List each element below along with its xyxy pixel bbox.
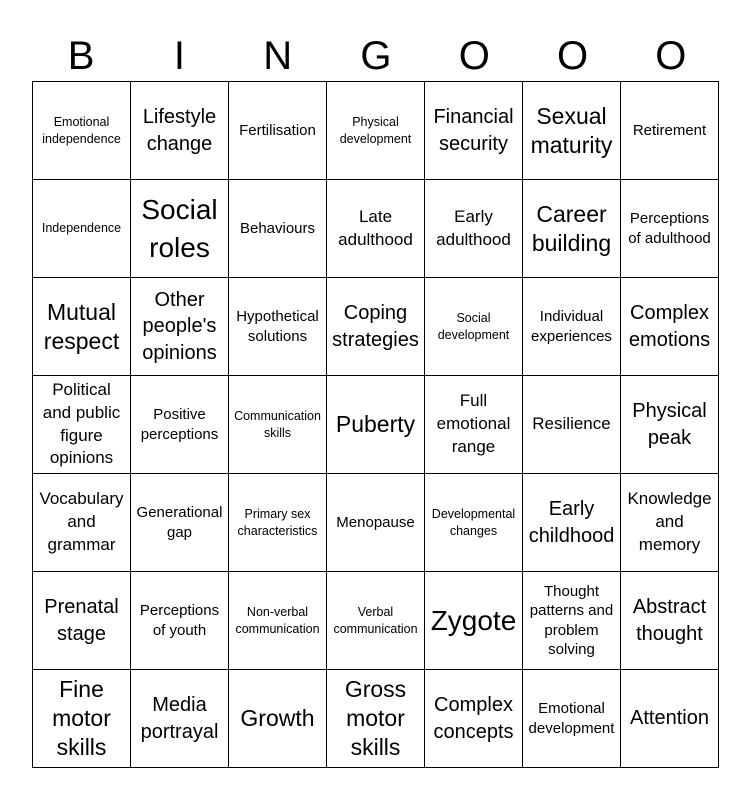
bingo-grid xyxy=(32,81,719,768)
bingo-cell[interactable] xyxy=(621,474,719,572)
header-letter-3: N xyxy=(263,34,293,78)
cell-label: Fine motor skills xyxy=(52,676,111,760)
cell-label: Abstract thought xyxy=(632,596,707,645)
cell-label: Late adulthood xyxy=(338,206,413,249)
cell-label: Gross motor skills xyxy=(344,676,407,760)
bingo-cell[interactable] xyxy=(33,572,131,670)
bingo-cell[interactable] xyxy=(425,670,523,768)
header-letter-7: O xyxy=(655,34,687,78)
cell-label: Social development xyxy=(437,311,510,342)
bingo-cell[interactable] xyxy=(131,82,229,180)
cell-label: Generational gap xyxy=(136,504,223,541)
header-letter-1: B xyxy=(67,34,95,78)
bingo-cell[interactable] xyxy=(425,474,523,572)
cell-label: Sexual maturity xyxy=(530,102,613,158)
bingo-cell[interactable] xyxy=(229,376,327,474)
bingo-cell[interactable] xyxy=(621,180,719,278)
bingo-cell[interactable] xyxy=(131,180,229,278)
cell-label: Complex emotions xyxy=(628,302,711,351)
cell-label: Independence xyxy=(41,221,122,236)
bingo-cell[interactable] xyxy=(131,670,229,768)
cell-label: Mutual respect xyxy=(43,298,120,354)
cell-label: Other people's opinions xyxy=(142,288,217,364)
bingo-cell[interactable] xyxy=(33,376,131,474)
bingo-cell[interactable] xyxy=(229,278,327,376)
cell-label: Lifestyle change xyxy=(142,106,217,155)
bingo-cell[interactable] xyxy=(621,572,719,670)
cell-label: Vocabulary and grammar xyxy=(39,489,124,554)
bingo-cell[interactable] xyxy=(131,474,229,572)
bingo-cell[interactable] xyxy=(425,376,523,474)
bingo-cell[interactable] xyxy=(425,278,523,376)
cell-label: Emotional development xyxy=(528,700,615,737)
cell-label: Growth xyxy=(240,705,315,732)
cell-label: Knowledge and memory xyxy=(627,489,712,554)
bingo-cell[interactable] xyxy=(33,180,131,278)
bingo-cell[interactable] xyxy=(523,474,621,572)
bingo-cell[interactable] xyxy=(229,572,327,670)
bingo-cell[interactable] xyxy=(229,180,327,278)
cell-label: Complex concepts xyxy=(433,694,514,743)
cell-label: Primary sex characteristics xyxy=(237,507,318,538)
bingo-cell[interactable] xyxy=(425,180,523,278)
header-letter-6: O xyxy=(557,34,589,78)
bingo-cell[interactable] xyxy=(33,82,131,180)
bingo-cell[interactable] xyxy=(327,474,425,572)
cell-label: Social roles xyxy=(141,193,218,263)
bingo-cell[interactable] xyxy=(621,278,719,376)
cell-label: Hypothetical solutions xyxy=(236,308,319,345)
bingo-cell[interactable] xyxy=(523,278,621,376)
bingo-cell[interactable] xyxy=(327,670,425,768)
cell-label: Verbal communication xyxy=(333,605,418,636)
bingo-cell[interactable] xyxy=(33,474,131,572)
cell-label: Resilience xyxy=(532,414,611,434)
cell-label: Puberty xyxy=(335,411,416,438)
cell-label: Behaviours xyxy=(239,219,316,237)
bingo-cell[interactable] xyxy=(131,376,229,474)
bingo-cell[interactable] xyxy=(523,180,621,278)
bingo-cell[interactable] xyxy=(131,572,229,670)
bingo-cell[interactable] xyxy=(523,376,621,474)
cell-label: Financial security xyxy=(433,106,514,155)
cell-label: Attention xyxy=(630,707,709,730)
cell-label: Thought patterns and problem solving xyxy=(529,582,614,658)
cell-label: Coping strategies xyxy=(332,302,419,351)
bingo-cell[interactable] xyxy=(327,82,425,180)
cell-label: Retirement xyxy=(632,121,707,139)
header-letter-2: I xyxy=(173,34,185,78)
cell-label: Prenatal stage xyxy=(44,596,119,645)
bingo-cell[interactable] xyxy=(523,572,621,670)
bingo-cell[interactable] xyxy=(523,670,621,768)
cell-label: Perceptions of adulthood xyxy=(628,210,711,247)
cell-label: Menopause xyxy=(336,513,415,531)
bingo-cell[interactable] xyxy=(621,670,719,768)
bingo-cell[interactable] xyxy=(131,278,229,376)
cell-label: Perceptions of youth xyxy=(139,602,220,639)
bingo-cell[interactable] xyxy=(327,376,425,474)
bingo-cell[interactable] xyxy=(229,474,327,572)
cell-label: Zygote xyxy=(430,604,517,636)
cell-label: Fertilisation xyxy=(239,121,316,139)
bingo-cell[interactable] xyxy=(621,82,719,180)
bingo-cell[interactable] xyxy=(33,670,131,768)
bingo-cell[interactable] xyxy=(229,82,327,180)
bingo-header xyxy=(32,30,720,82)
cell-label: Physical development xyxy=(339,115,412,146)
bingo-cell[interactable] xyxy=(523,82,621,180)
bingo-cell[interactable] xyxy=(621,376,719,474)
cell-label: Full emotional range xyxy=(436,391,511,456)
cell-label: Political and public figure opinions xyxy=(42,379,121,468)
cell-label: Early childhood xyxy=(528,498,615,547)
cell-label: Career building xyxy=(531,200,612,256)
cell-label: Media portrayal xyxy=(140,694,219,743)
bingo-cell[interactable] xyxy=(229,670,327,768)
bingo-cell[interactable] xyxy=(327,180,425,278)
cell-label: Communication skills xyxy=(234,409,321,440)
bingo-cell[interactable] xyxy=(425,82,523,180)
bingo-cell[interactable] xyxy=(327,278,425,376)
cell-label: Positive perceptions xyxy=(140,406,219,443)
cell-label: Non-verbal communication xyxy=(235,605,320,636)
cell-label: Developmental changes xyxy=(431,507,516,538)
header-letter-4: G xyxy=(360,34,392,78)
bingo-cell[interactable] xyxy=(425,572,523,670)
cell-label: Physical peak xyxy=(632,400,707,449)
cell-label: Emotional independence xyxy=(42,115,121,146)
bingo-cell[interactable] xyxy=(327,572,425,670)
cell-label: Early adulthood xyxy=(436,206,511,249)
header-letter-5: O xyxy=(458,34,490,78)
bingo-cell[interactable] xyxy=(33,278,131,376)
cell-label: Individual experiences xyxy=(531,308,612,345)
